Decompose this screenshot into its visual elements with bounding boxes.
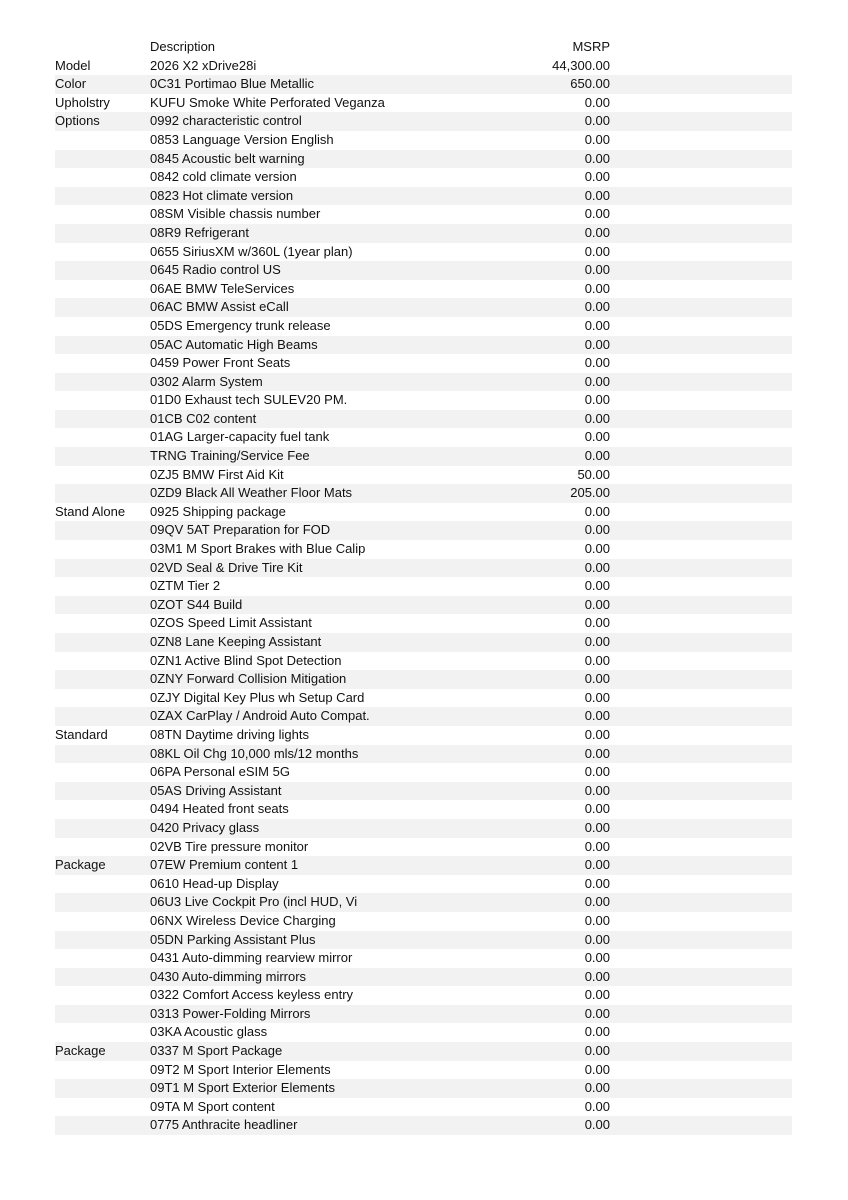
msrp-cell: 0.00 — [584, 131, 610, 147]
description-cell: 0C31 Portimao Blue Metallic — [150, 76, 315, 92]
description-cell: 0ZOS Speed Limit Assistant — [150, 615, 312, 631]
row-spacer — [610, 577, 792, 596]
table-row — [55, 187, 792, 206]
category-cell — [55, 187, 150, 206]
category-cell — [55, 428, 150, 447]
table-body — [55, 57, 792, 1135]
description-cell: 0337 M Sport Package — [150, 1043, 283, 1059]
row-spacer — [610, 689, 792, 708]
msrp-cell: 0.00 — [584, 113, 610, 129]
table-row — [55, 782, 792, 801]
description-cell: 2026 X2 xDrive28i — [150, 57, 257, 73]
row-spacer — [610, 410, 792, 429]
category-cell — [55, 150, 150, 169]
category-cell — [55, 521, 150, 540]
description-cell: 0ZAX CarPlay / Android Auto Compat. — [150, 708, 370, 724]
category-cell — [55, 410, 150, 429]
row-spacer — [610, 614, 792, 633]
category-cell — [55, 205, 150, 224]
row-spacer — [610, 1061, 792, 1080]
msrp-cell: 0.00 — [584, 764, 610, 780]
row-spacer — [610, 819, 792, 838]
msrp-cell: 0.00 — [584, 1080, 610, 1096]
row-spacer — [610, 633, 792, 652]
table-row — [55, 726, 792, 745]
table-row — [55, 205, 792, 224]
table-row — [55, 243, 792, 262]
table-row — [55, 614, 792, 633]
table-row — [55, 819, 792, 838]
table-row — [55, 875, 792, 894]
category-cell — [55, 596, 150, 615]
table-row — [55, 354, 792, 373]
category-cell — [55, 1023, 150, 1042]
table-row — [55, 168, 792, 187]
msrp-cell: 0.00 — [584, 912, 610, 928]
table-row — [55, 261, 792, 280]
msrp-cell: 0.00 — [584, 336, 610, 352]
description-cell: 0992 characteristic control — [150, 113, 302, 129]
msrp-cell: 0.00 — [584, 410, 610, 426]
category-cell — [55, 1098, 150, 1117]
row-spacer — [610, 763, 792, 782]
row-spacer — [610, 670, 792, 689]
row-spacer — [610, 447, 792, 466]
category-cell — [55, 893, 150, 912]
description-cell: 07EW Premium content 1 — [150, 857, 299, 873]
category-header — [55, 38, 150, 57]
row-spacer — [610, 354, 792, 373]
msrp-cell: 0.00 — [584, 150, 610, 166]
table-row — [55, 150, 792, 169]
table-row — [55, 559, 792, 578]
row-spacer — [610, 298, 792, 317]
category-cell — [55, 931, 150, 950]
description-cell: 0ZNY Forward Collision Mitigation — [150, 671, 347, 687]
description-cell: 09TA M Sport content — [150, 1098, 275, 1114]
table-row — [55, 540, 792, 559]
category-cell — [55, 1061, 150, 1080]
table-row — [55, 94, 792, 113]
description-cell: 03M1 M Sport Brakes with Blue Calip — [150, 541, 366, 557]
msrp-cell: 44,300.00 — [552, 57, 610, 73]
description-cell: 0313 Power-Folding Mirrors — [150, 1005, 311, 1021]
header-spacer — [610, 38, 792, 57]
description-cell: 06U3 Live Cockpit Pro (incl HUD, Vi — [150, 894, 358, 910]
row-spacer — [610, 596, 792, 615]
category-cell — [55, 243, 150, 262]
category-cell — [55, 875, 150, 894]
table-row — [55, 577, 792, 596]
description-cell: 0ZN1 Active Blind Spot Detection — [150, 652, 342, 668]
row-spacer — [610, 1098, 792, 1117]
table-row — [55, 484, 792, 503]
row-spacer — [610, 521, 792, 540]
table-row — [55, 986, 792, 1005]
msrp-cell: 0.00 — [584, 299, 610, 315]
category-cell: Stand Alone — [55, 503, 126, 519]
row-spacer — [610, 912, 792, 931]
row-spacer — [610, 261, 792, 280]
table-row — [55, 1079, 792, 1098]
msrp-cell: 0.00 — [584, 559, 610, 575]
description-cell: 06AC BMW Assist eCall — [150, 299, 289, 315]
row-spacer — [610, 168, 792, 187]
description-cell: 0ZTM Tier 2 — [150, 578, 221, 594]
description-cell: 05AC Automatic High Beams — [150, 336, 318, 352]
description-cell: 0610 Head-up Display — [150, 875, 279, 891]
description-cell: KUFU Smoke White Perforated Veganza — [150, 94, 385, 110]
description-cell: 05AS Driving Assistant — [150, 782, 282, 798]
table-row — [55, 856, 792, 875]
category-cell — [55, 782, 150, 801]
row-spacer — [610, 707, 792, 726]
description-cell: 09T1 M Sport Exterior Elements — [150, 1080, 335, 1096]
table-row — [55, 1098, 792, 1117]
table-row — [55, 428, 792, 447]
msrp-cell: 0.00 — [584, 94, 610, 110]
row-spacer — [610, 652, 792, 671]
msrp-cell: 0.00 — [584, 243, 610, 259]
msrp-cell: 0.00 — [584, 968, 610, 984]
table-row — [55, 1005, 792, 1024]
description-cell: 05DN Parking Assistant Plus — [150, 931, 316, 947]
row-spacer — [610, 875, 792, 894]
row-spacer — [610, 94, 792, 113]
category-cell: Package — [55, 857, 106, 873]
description-cell: 0494 Heated front seats — [150, 801, 289, 817]
description-cell: 0430 Auto-dimming mirrors — [150, 968, 307, 984]
msrp-cell: 0.00 — [584, 429, 610, 445]
row-spacer — [610, 112, 792, 131]
category-cell — [55, 652, 150, 671]
msrp-cell: 50.00 — [577, 466, 610, 482]
row-spacer — [610, 838, 792, 857]
description-cell: 01CB C02 content — [150, 410, 257, 426]
category-cell — [55, 949, 150, 968]
category-cell — [55, 614, 150, 633]
row-spacer — [610, 949, 792, 968]
table-row — [55, 373, 792, 392]
row-spacer — [610, 800, 792, 819]
row-spacer — [610, 317, 792, 336]
table-row — [55, 466, 792, 485]
description-cell: 0645 Radio control US — [150, 262, 281, 278]
category-cell — [55, 1116, 150, 1135]
msrp-cell: 205.00 — [570, 485, 610, 501]
category-cell — [55, 466, 150, 485]
msrp-cell: 0.00 — [584, 1098, 610, 1114]
msrp-cell: 650.00 — [570, 76, 610, 92]
row-spacer — [610, 336, 792, 355]
msrp-cell: 0.00 — [584, 448, 610, 464]
row-spacer — [610, 373, 792, 392]
msrp-cell: 0.00 — [584, 819, 610, 835]
row-spacer — [610, 57, 792, 76]
table-row — [55, 893, 792, 912]
category-cell: Standard — [55, 726, 108, 742]
description-cell: 0431 Auto-dimming rearview mirror — [150, 950, 353, 966]
table-row — [55, 410, 792, 429]
description-cell: 0845 Acoustic belt warning — [150, 150, 305, 166]
msrp-cell: 0.00 — [584, 875, 610, 891]
category-cell — [55, 838, 150, 857]
row-spacer — [610, 391, 792, 410]
table-row — [55, 949, 792, 968]
table-row — [55, 1116, 792, 1135]
msrp-cell: 0.00 — [584, 503, 610, 519]
category-cell — [55, 800, 150, 819]
category-cell — [55, 670, 150, 689]
msrp-cell: 0.00 — [584, 1117, 610, 1133]
description-cell: 06NX Wireless Device Charging — [150, 912, 336, 928]
msrp-cell: 0.00 — [584, 169, 610, 185]
row-spacer — [610, 782, 792, 801]
category-cell — [55, 1005, 150, 1024]
description-cell: 0775 Anthracite headliner — [150, 1117, 298, 1133]
msrp-cell: 0.00 — [584, 801, 610, 817]
category-cell: Options — [55, 113, 100, 129]
row-spacer — [610, 893, 792, 912]
category-cell: Upholstry — [55, 94, 110, 110]
description-cell: TRNG Training/Service Fee — [150, 448, 310, 464]
table-row — [55, 521, 792, 540]
table-row — [55, 596, 792, 615]
row-spacer — [610, 745, 792, 764]
category-cell — [55, 261, 150, 280]
category-cell — [55, 168, 150, 187]
table-row — [55, 298, 792, 317]
description-cell: 06AE BMW TeleServices — [150, 280, 295, 296]
description-cell: 08SM Visible chassis number — [150, 206, 321, 222]
msrp-cell: 0.00 — [584, 1005, 610, 1021]
row-spacer — [610, 503, 792, 522]
msrp-cell: 0.00 — [584, 615, 610, 631]
table-row — [55, 652, 792, 671]
table-row — [55, 670, 792, 689]
category-cell — [55, 131, 150, 150]
description-cell: 0420 Privacy glass — [150, 819, 260, 835]
table-row — [55, 912, 792, 931]
row-spacer — [610, 726, 792, 745]
row-spacer — [610, 986, 792, 1005]
description-cell: 0ZN8 Lane Keeping Assistant — [150, 634, 322, 649]
category-cell — [55, 577, 150, 596]
row-spacer — [610, 243, 792, 262]
description-cell: 0655 SiriusXM w/360L (1year plan) — [150, 243, 353, 259]
description-cell: 09T2 M Sport Interior Elements — [150, 1061, 331, 1077]
msrp-cell: 0.00 — [584, 652, 610, 668]
msrp-cell: 0.00 — [584, 541, 610, 557]
msrp-cell: 0.00 — [584, 206, 610, 222]
category-cell — [55, 968, 150, 987]
row-spacer — [610, 428, 792, 447]
description-cell: 02VB Tire pressure monitor — [150, 838, 309, 854]
row-spacer — [610, 280, 792, 299]
msrp-cell: 0.00 — [584, 745, 610, 761]
table-row — [55, 689, 792, 708]
msrp-cell: 0.00 — [584, 224, 610, 240]
category-cell — [55, 912, 150, 931]
table-row — [55, 75, 792, 94]
msrp-cell: 0.00 — [584, 262, 610, 278]
category-cell — [55, 280, 150, 299]
row-spacer — [610, 1042, 792, 1061]
row-spacer — [610, 1079, 792, 1098]
table-row — [55, 968, 792, 987]
row-spacer — [610, 1116, 792, 1135]
msrp-cell: 0.00 — [584, 634, 610, 649]
description-cell: 0ZOT S44 Build — [150, 596, 243, 612]
row-spacer — [610, 75, 792, 94]
table-row — [55, 131, 792, 150]
category-cell — [55, 745, 150, 764]
description-cell: 03KA Acoustic glass — [150, 1024, 268, 1040]
category-cell — [55, 336, 150, 355]
category-cell — [55, 986, 150, 1005]
row-spacer — [610, 540, 792, 559]
msrp-cell: 0.00 — [584, 596, 610, 612]
row-spacer — [610, 931, 792, 950]
table-row — [55, 57, 792, 76]
description-cell: 08R9 Refrigerant — [150, 224, 249, 240]
category-cell — [55, 689, 150, 708]
table-row — [55, 1023, 792, 1042]
msrp-cell: 0.00 — [584, 1043, 610, 1059]
description-cell: 0459 Power Front Seats — [150, 355, 291, 371]
row-spacer — [610, 968, 792, 987]
msrp-cell: 0.00 — [584, 987, 610, 1003]
description-cell: 0925 Shipping package — [150, 503, 286, 519]
row-spacer — [610, 205, 792, 224]
description-cell: 01AG Larger-capacity fuel tank — [150, 429, 330, 445]
table-row — [55, 707, 792, 726]
category-cell: Package — [55, 1043, 106, 1059]
row-spacer — [610, 484, 792, 503]
msrp-cell: 0.00 — [584, 373, 610, 389]
category-cell — [55, 224, 150, 243]
table-row — [55, 800, 792, 819]
msrp-cell: 0.00 — [584, 355, 610, 371]
description-cell: 0ZD9 Black All Weather Floor Mats — [150, 485, 353, 501]
table-row — [55, 745, 792, 764]
table-row — [55, 317, 792, 336]
category-cell — [55, 484, 150, 503]
row-spacer — [610, 1023, 792, 1042]
table-row — [55, 112, 792, 131]
table-row — [55, 336, 792, 355]
row-spacer — [610, 466, 792, 485]
msrp-cell: 0.00 — [584, 578, 610, 594]
category-cell: Color — [55, 76, 87, 92]
row-spacer — [610, 150, 792, 169]
table-row — [55, 633, 792, 652]
row-spacer — [610, 187, 792, 206]
table-row — [55, 763, 792, 782]
category-cell — [55, 317, 150, 336]
msrp-cell: 0.00 — [584, 689, 610, 705]
row-spacer — [610, 131, 792, 150]
description-cell: 0ZJY Digital Key Plus wh Setup Card — [150, 689, 365, 705]
category-cell — [55, 373, 150, 392]
msrp-cell: 0.00 — [584, 392, 610, 408]
msrp-cell: 0.00 — [584, 187, 610, 203]
description-cell: 08TN Daytime driving lights — [150, 726, 309, 742]
row-spacer — [610, 224, 792, 243]
row-spacer — [610, 856, 792, 875]
category-cell — [55, 819, 150, 838]
msrp-cell: 0.00 — [584, 726, 610, 742]
msrp-cell: 0.00 — [584, 782, 610, 798]
description-cell: 02VD Seal & Drive Tire Kit — [150, 559, 303, 575]
description-cell: 0842 cold climate version — [150, 169, 297, 185]
description-cell: 09QV 5AT Preparation for FOD — [150, 522, 331, 538]
msrp-cell: 0.00 — [584, 894, 610, 910]
description-cell: 05DS Emergency trunk release — [150, 317, 331, 333]
table-row — [55, 1061, 792, 1080]
table-row — [55, 503, 792, 522]
table-row — [55, 224, 792, 243]
description-cell: 0853 Language Version English — [150, 131, 334, 147]
msrp-cell: 0.00 — [584, 522, 610, 538]
description-header: Description — [150, 39, 216, 54]
msrp-cell: 0.00 — [584, 838, 610, 854]
category-cell — [55, 447, 150, 466]
msrp-cell: 0.00 — [584, 1024, 610, 1040]
row-spacer — [610, 1005, 792, 1024]
msrp-cell: 0.00 — [584, 950, 610, 966]
category-cell — [55, 707, 150, 726]
description-cell: 0322 Comfort Access keyless entry — [150, 987, 354, 1003]
description-cell: 0ZJ5 BMW First Aid Kit — [150, 466, 284, 482]
description-cell: 0823 Hot climate version — [150, 187, 294, 203]
msrp-cell: 0.00 — [584, 931, 610, 947]
msrp-cell: 0.00 — [584, 708, 610, 724]
category-cell — [55, 354, 150, 373]
category-cell: Model — [55, 57, 91, 73]
msrp-cell: 0.00 — [584, 1061, 610, 1077]
table-row — [55, 391, 792, 410]
category-cell — [55, 1079, 150, 1098]
category-cell — [55, 391, 150, 410]
msrp-cell: 0.00 — [584, 317, 610, 333]
msrp-cell: 0.00 — [584, 671, 610, 687]
category-cell — [55, 540, 150, 559]
table-row — [55, 280, 792, 299]
table-row — [55, 447, 792, 466]
category-cell — [55, 763, 150, 782]
table-row — [55, 838, 792, 857]
table-row — [55, 931, 792, 950]
row-spacer — [610, 559, 792, 578]
msrp-header: MSRP — [572, 39, 610, 54]
description-cell: 0302 Alarm System — [150, 373, 263, 389]
category-cell — [55, 298, 150, 317]
category-cell — [55, 559, 150, 578]
table-header — [55, 38, 792, 57]
description-cell: 08KL Oil Chg 10,000 mls/12 months — [150, 745, 359, 761]
spec-table — [55, 38, 792, 1135]
header-row — [55, 38, 792, 57]
msrp-cell: 0.00 — [584, 280, 610, 296]
msrp-cell: 0.00 — [584, 857, 610, 873]
category-cell — [55, 633, 150, 652]
description-cell: 06PA Personal eSIM 5G — [150, 764, 290, 780]
table-row — [55, 1042, 792, 1061]
description-cell: 01D0 Exhaust tech SULEV20 PM. — [150, 392, 348, 408]
